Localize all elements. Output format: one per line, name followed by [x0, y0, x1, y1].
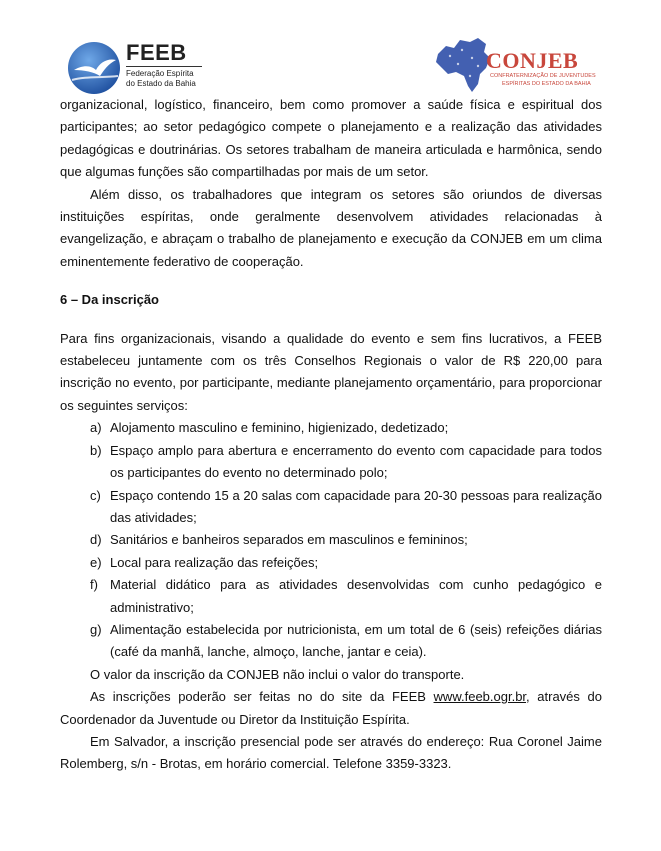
feeb-subtitle-line1: Federação Espírita	[126, 69, 194, 78]
list-item	[60, 552, 602, 574]
section-heading: 6 – Da inscrição	[60, 292, 159, 308]
paragraph-online-registration	[60, 686, 602, 731]
feeb-website-link[interactable]: www.feeb.ogr.br	[433, 689, 527, 705]
conjeb-subtitle-line2: ESPÍRITAS DO ESTADO DA BAHIA	[502, 81, 591, 87]
list-marker: a)	[90, 420, 102, 436]
list-marker: d)	[90, 532, 102, 548]
list-item	[60, 440, 602, 485]
list-item-text: Espaço contendo 15 a 20 salas com capacidade para 20-30 pessoas para realização das atividades;	[110, 487, 602, 525]
conjeb-subtitle-line1: CONFRATERNIZAÇÃO DE JUVENTUDES	[490, 73, 596, 79]
list-item-text: Sanitários e banheiros separados em masculinos e femininos;	[110, 532, 468, 548]
list-item-text: Local para realização das refeições;	[110, 554, 319, 570]
list-marker: b)	[90, 442, 102, 458]
feeb-wordmark: FEEB	[126, 40, 187, 65]
conjeb-wordmark: CONJEB	[486, 48, 579, 73]
paragraph-transport-note: O valor da inscrição da CONJEB não inclui o valor do transporte.	[90, 666, 465, 682]
list-item-text: Alimentação estabelecida por nutricionista, em um total de 6 (seis) refeições diárias (café da manhã, lanche, almoço, lanche, jantar e ceia).	[110, 621, 602, 660]
list-marker: c)	[90, 487, 101, 503]
feeb-dove-emblem-icon	[66, 40, 122, 96]
list-marker: f)	[90, 577, 98, 593]
list-item	[60, 574, 602, 619]
list-item	[60, 485, 602, 530]
list-item-text: Material didático para as atividades desenvolvidas com cunho pedagógico e administrativo;	[110, 577, 602, 615]
list-marker: e)	[90, 554, 102, 570]
list-marker: g)	[90, 621, 102, 637]
feeb-divider	[126, 66, 202, 67]
conjeb-logo	[434, 36, 604, 96]
online-registration-text-start: As inscrições poderão ser feitas no do site da FEEB	[90, 689, 434, 705]
document-body	[60, 94, 602, 776]
paragraph-in-person-registration: Em Salvador, a inscrição presencial pode ser através do endereço: Rua Coronel Jaime Rolemberg, s/n - Brotas, em horário comercial. Telefone 3359-3323.	[60, 733, 602, 772]
feeb-subtitle-line2: do Estado da Bahia	[126, 79, 196, 88]
page-header	[0, 0, 661, 100]
feeb-logo	[66, 38, 206, 96]
services-list	[60, 417, 602, 663]
paragraph-workers: Além disso, os trabalhadores que integram os setores são oriundos de diversas instituições espíritas, onde geralmente desenvolvem atividades relacionadas à evangelização, e abraçam o trabalho de planejamento e execução da CONJEB em um clima eminentemente federativo de cooperação.	[60, 186, 602, 269]
paragraph-registration-fee: Para fins organizacionais, visando a qualidade do evento e sem fins lucrativos, a FEEB estabeleceu juntamente com os três Conselhos Regionais o valor de R$ 220,00 para inscrição no evento, por participante, mediante planejamento orçamentário, para proporcionar os seguintes serviços:	[60, 330, 602, 413]
list-item-text: Alojamento masculino e feminino, higienizado, dedetizado;	[110, 420, 449, 436]
paragraph-continuation: organizacional, logístico, financeiro, bem como promover a saúde física e espiritual dos participantes; ao setor pedagógico compete o planejamento e a realização das atividades pedagógicas e doutrinárias. Os setores trabalham de maneira articulada e harmônica, sendo que algumas funções são compartilhadas por mais de um setor.	[60, 97, 602, 180]
list-item	[60, 529, 602, 551]
list-item	[60, 619, 602, 664]
list-item	[60, 417, 602, 439]
list-item-text: Espaço amplo para abertura e encerramento do evento com capacidade para todos os participantes do evento no determinado polo;	[110, 442, 602, 481]
online-registration-text-end: , através do Coordenador da Juventude ou Diretor da Instituição Espírita.	[60, 689, 602, 727]
